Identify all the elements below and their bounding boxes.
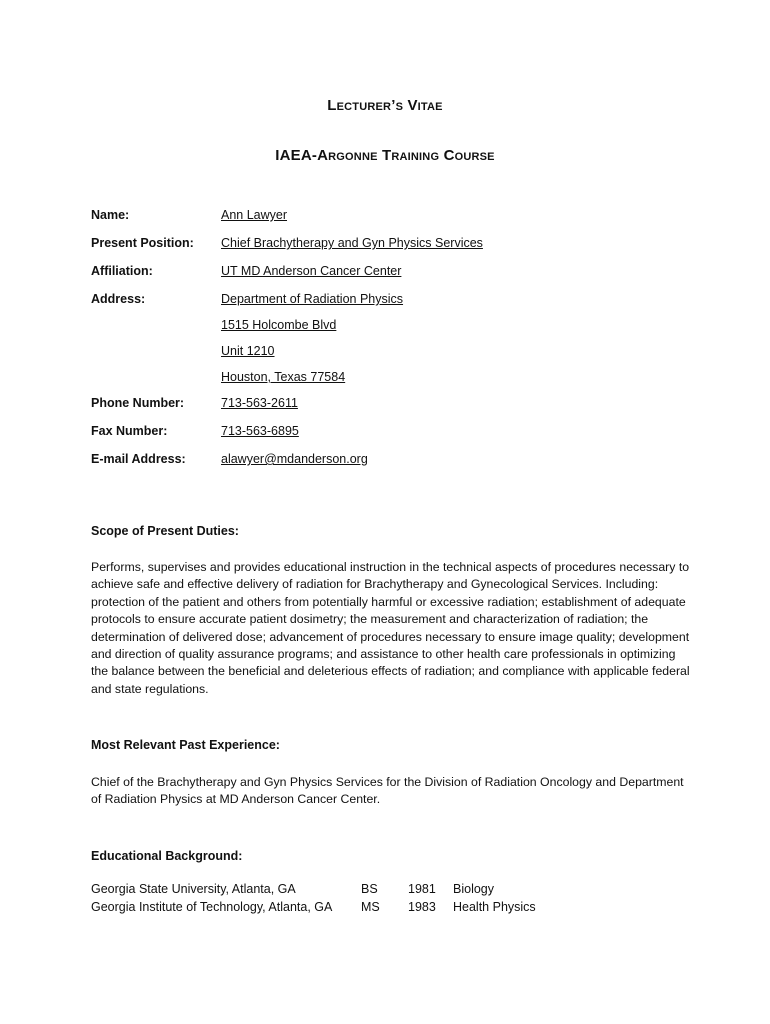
address-line-4: Houston, Texas 77584 [221, 370, 346, 384]
address-line-2: 1515 Holcombe Blvd [221, 318, 337, 332]
duties-paragraph: Performs, supervises and provides educational instruction in the technical aspects of procedures necessary to achieve safe and effective delivery of radiation for Brachytherapy and Gynecological Services. Including: protection of the patient and others from potentially harmful or excessive radiation; establishment of adequate protocols to ensure accurate patient dosimetry; the measurement and characterization of radiation; the determination of delivered dose; advancement of procedures necessary to ensure image quality; development and direction of quality assurance programs; and assistance to other health care professionals in optimizing the balance between the beneficial and deleterious effects of radiation; and compliance with applicable federal and state regulations. [91, 560, 690, 696]
education-school: Georgia State University, Atlanta, GA [91, 882, 296, 896]
email-label: E-mail Address: [91, 452, 186, 466]
education-year: 1981 [408, 882, 436, 896]
education-degree: MS [361, 900, 380, 914]
phone-value: 713-563-2611 [221, 396, 298, 410]
phone-row [91, 396, 711, 424]
education-degree: BS [361, 882, 378, 896]
education-field: Health Physics [453, 900, 536, 914]
document-title: Lecturer’s Vitae [327, 97, 443, 114]
fax-value: 713-563-6895 [221, 424, 299, 438]
address-label: Address: [91, 292, 146, 306]
name-value: Ann Lawyer [221, 208, 288, 222]
course-title: IAEA-Argonne Training Course [275, 147, 495, 164]
affiliation-row [91, 264, 711, 292]
name-row [91, 208, 711, 236]
education-field: Biology [453, 882, 494, 896]
address-row-2 [91, 318, 711, 344]
position-row [91, 236, 711, 264]
address-line-1: Department of Radiation Physics [221, 292, 404, 306]
position-label: Present Position: [91, 236, 194, 250]
phone-label: Phone Number: [91, 396, 185, 410]
education-heading: Educational Background: [91, 849, 243, 863]
education-row [91, 900, 691, 918]
education-school: Georgia Institute of Technology, Atlanta, GA [91, 900, 333, 914]
address-row-4 [91, 370, 711, 396]
name-label: Name: [91, 208, 130, 222]
affiliation-label: Affiliation: [91, 264, 153, 278]
education-row [91, 882, 691, 900]
education-table [91, 882, 691, 918]
contact-info-table [91, 208, 711, 480]
duties-heading: Scope of Present Duties: [91, 524, 239, 538]
address-row-3 [91, 344, 711, 370]
experience-paragraph: Chief of the Brachytherapy and Gyn Physics Services for the Division of Radiation Oncology and Department of Radiation Physics at MD Anderson Cancer Center. [91, 775, 684, 807]
address-line-3: Unit 1210 [221, 344, 275, 358]
fax-row [91, 424, 711, 452]
affiliation-value: UT MD Anderson Cancer Center [221, 264, 402, 278]
address-row [91, 292, 711, 318]
email-row [91, 452, 711, 480]
fax-label: Fax Number: [91, 424, 168, 438]
email-value: alawyer@mdanderson.org [221, 452, 368, 466]
position-value: Chief Brachytherapy and Gyn Physics Services [221, 236, 483, 250]
education-year: 1983 [408, 900, 436, 914]
experience-heading: Most Relevant Past Experience: [91, 738, 280, 752]
